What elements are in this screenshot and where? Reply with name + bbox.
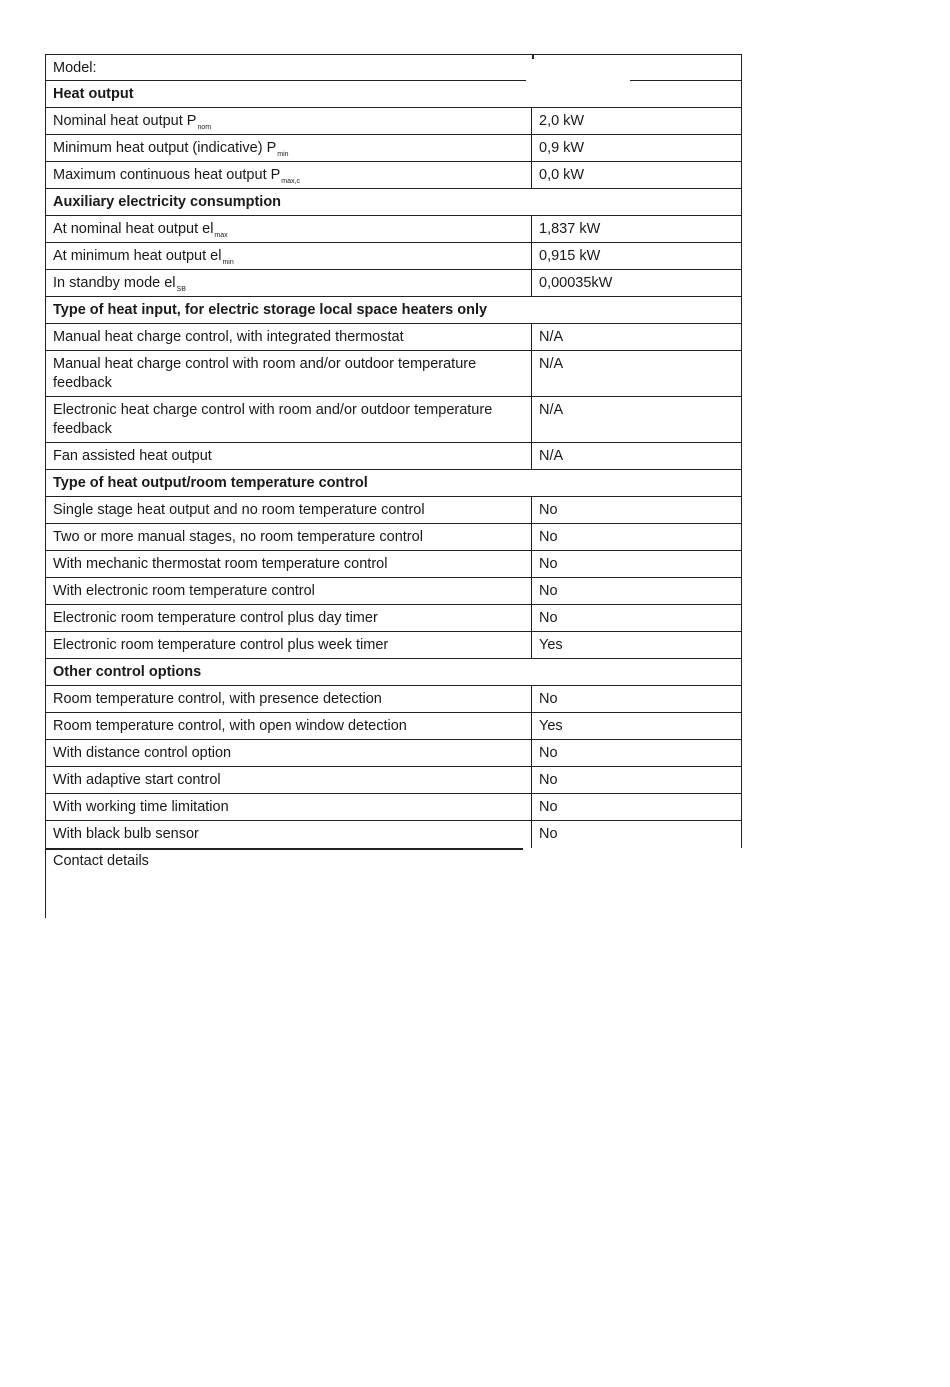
spec-label: Maximum continuous heat output P [53,167,281,183]
spec-value: No [539,691,558,707]
spec-label-cell [46,605,532,631]
spec-value: 0,0 kW [539,167,585,183]
spec-label-cell [46,216,532,242]
spec-subscript: nom [197,124,212,131]
spec-label: Fan assisted heat output [53,448,212,464]
spec-row [45,524,742,551]
spec-label-cell [46,243,532,269]
spec-label-cell [46,497,532,523]
spec-label: At nominal heat output el [53,221,214,237]
spec-row [45,794,742,821]
spec-label-cell [46,821,532,848]
spec-value: N/A [539,448,564,464]
spec-label-cell [46,713,532,739]
spec-row [45,351,742,397]
spec-label-cell [46,324,532,350]
spec-label: Nominal heat output P [53,113,197,129]
spec-label-cell [46,162,532,188]
model-label: Model: [53,60,97,76]
spec-value: 0,915 kW [539,248,601,264]
divider-tick [532,55,534,59]
spec-value: Yes [539,718,563,734]
spec-row [45,713,742,740]
spec-value: No [539,826,558,842]
spec-row [45,162,742,189]
spec-row [45,605,742,632]
spec-subscript: min [277,151,289,158]
section-heading-row [45,297,742,324]
spec-label: Single stage heat output and no room temperature control [53,502,425,518]
spec-label: Manual heat charge control, with integrated thermostat [53,329,404,345]
spec-row [45,632,742,659]
spec-value: No [539,610,558,626]
spec-value: N/A [539,356,564,372]
spec-value: Yes [539,637,563,653]
spec-value: No [539,799,558,815]
spec-value: No [539,772,558,788]
spec-value: No [539,529,558,545]
section-heading-row [45,81,742,108]
spec-sheet [45,54,742,918]
spec-label-cell [46,397,532,442]
spec-label-cell [46,135,532,161]
spec-value: N/A [539,402,564,418]
section-heading: Type of heat input, for electric storage local space heaters only [53,302,488,318]
spec-row [45,243,742,270]
contact-details [45,848,742,918]
section-heading: Other control options [53,664,202,680]
spec-value: No [539,583,558,599]
spec-row [45,324,742,351]
spec-label: With working time limitation [53,799,229,815]
spec-label: With mechanic thermostat room temperature control [53,556,388,572]
redacted-area [526,57,630,81]
spec-label-cell [46,270,532,296]
section-heading: Heat output [53,86,134,102]
spec-label-cell [46,524,532,550]
section-heading: Type of heat output/room temperature control [53,475,368,491]
spec-value: 1,837 kW [539,221,601,237]
spec-label: With distance control option [53,745,232,761]
spec-label: Two or more manual stages, no room temperature control [53,529,423,545]
spec-value: N/A [539,329,564,345]
spec-label-cell [46,351,532,396]
section-heading: Auxiliary electricity consumption [53,194,282,210]
spec-label: At minimum heat output el [53,248,222,264]
spec-row [45,578,742,605]
model-row [45,54,742,81]
spec-label-cell [46,578,532,604]
spec-value: 2,0 kW [539,113,585,129]
spec-value: 0,00035kW [539,275,613,291]
spec-row [45,397,742,443]
spec-row [45,216,742,243]
section-heading-row [45,470,742,497]
spec-row [45,551,742,578]
spec-label-cell [46,108,532,134]
spec-label-cell [46,767,532,793]
spec-row [45,270,742,297]
spec-subscript: min [222,259,234,266]
spec-sections [45,81,742,848]
contact-label: Contact details [53,853,149,869]
spec-row [45,135,742,162]
spec-label-cell [46,740,532,766]
spec-subscript: max,c [281,178,300,185]
spec-value: No [539,502,558,518]
spec-subscript: max [214,232,228,239]
spec-row [45,767,742,794]
spec-subscript: SB [176,286,186,293]
spec-label: Electronic room temperature control plus day timer [53,610,378,626]
spec-label: Room temperature control, with open window detection [53,718,407,734]
spec-label-cell [46,551,532,577]
section-heading-row [45,659,742,686]
spec-row [45,740,742,767]
spec-label-cell [46,632,532,658]
spec-row [45,821,742,848]
spec-label-cell [46,443,532,469]
spec-label: Minimum heat output (indicative) P [53,140,277,156]
spec-label: With black bulb sensor [53,826,199,842]
spec-label-cell [46,794,532,820]
spec-value: 0,9 kW [539,140,585,156]
spec-label: Manual heat charge control with room and/or outdoor temperature feedback [53,356,477,391]
spec-row [45,443,742,470]
spec-label: Electronic room temperature control plus week timer [53,637,389,653]
section-heading-row [45,189,742,216]
spec-label: In standby mode el [53,275,176,291]
spec-label: With adaptive start control [53,772,221,788]
spec-value: No [539,745,558,761]
spec-value: No [539,556,558,572]
spec-row [45,108,742,135]
spec-label: Electronic heat charge control with room and/or outdoor temperature feedback [53,402,493,437]
spec-label-cell [46,686,532,712]
spec-row [45,497,742,524]
spec-row [45,686,742,713]
spec-label: Room temperature control, with presence detection [53,691,382,707]
spec-label: With electronic room temperature control [53,583,315,599]
